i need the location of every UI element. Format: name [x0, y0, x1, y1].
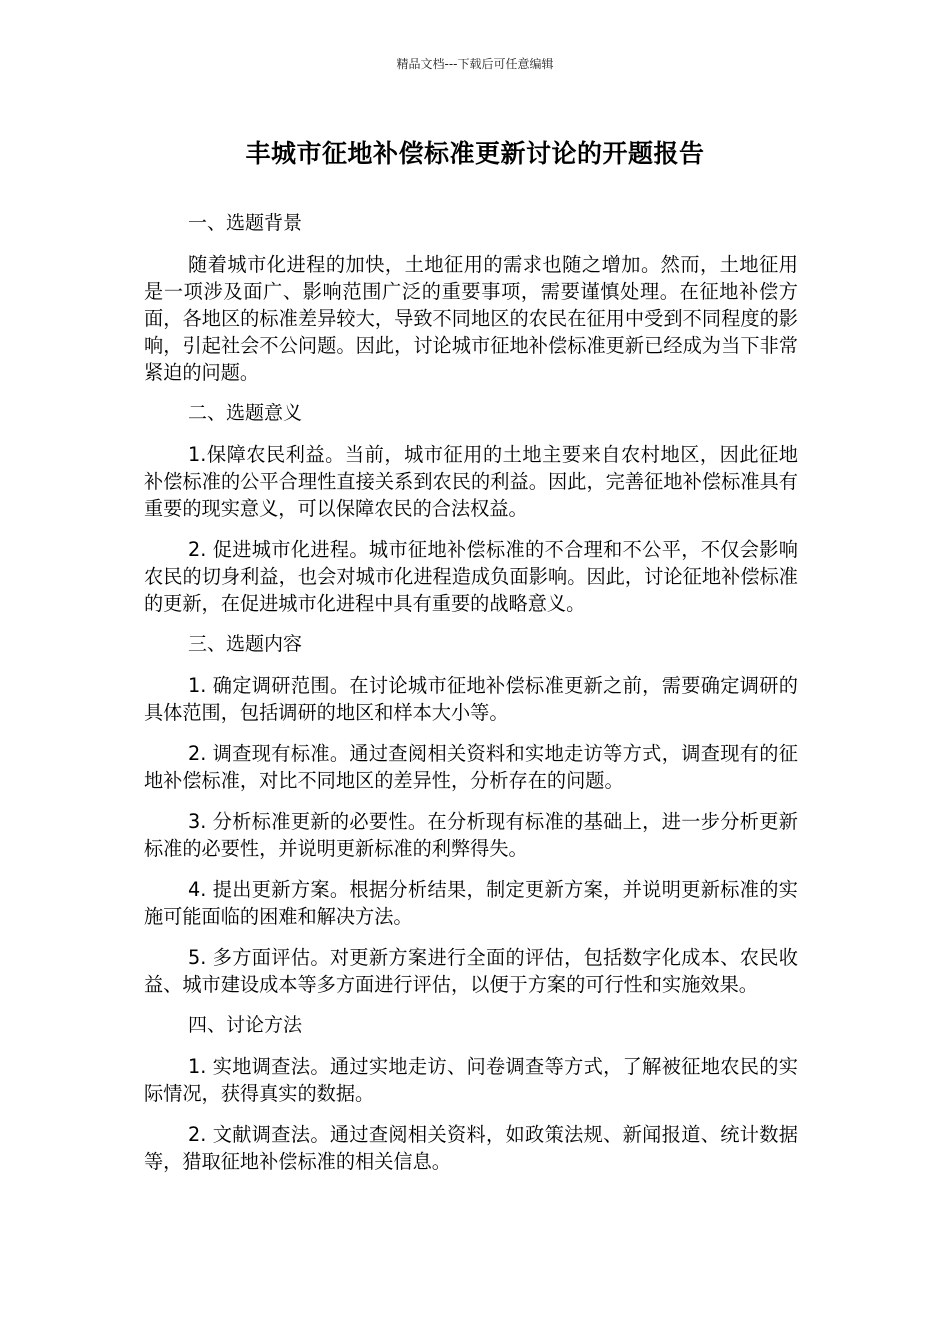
paragraph: 2. 文献调查法。通过查阅相关资料，如政策法规、新闻报道、统计数据等，猎取征地补偿标准的相关信息。 [144, 1123, 798, 1173]
paragraph: 1. 实地调查法。通过实地走访、问卷调查等方式，了解被征地农民的实际情况，获得真实的数据。 [144, 1055, 798, 1105]
document-title: 丰城市征地补偿标准更新讨论的开题报告 [245, 139, 705, 168]
section-heading: 三、选题内容 [188, 633, 303, 655]
paragraph: 3. 分析标准更新的必要性。在分析现有标准的基础上，进一步分析更新标准的必要性，并说明更新标准的利弊得失。 [144, 810, 798, 860]
paragraph: 5. 多方面评估。对更新方案进行全面的评估，包括数字化成本、农民收益、城市建设成本等多方面进行评估，以便于方案的可行性和实施效果。 [144, 946, 798, 996]
section-heading: 四、讨论方法 [188, 1014, 303, 1036]
paragraph: 2. 促进城市化进程。城市征地补偿标准的不合理和不公平，不仅会影响农民的切身利益，也会对城市化进程造成负面影响。因此，讨论征地补偿标准的更新，在促进城市化进程中具有重要的战略意义。 [144, 538, 798, 615]
section-significance [144, 400, 798, 617]
paragraph: 1. 确定调研范围。在讨论城市征地补偿标准更新之前，需要确定调研的具体范围，包括调研的地区和样本大小等。 [144, 674, 798, 724]
section-methods [144, 1012, 798, 1175]
paragraph: 随着城市化进程的加快，土地征用的需求也随之增加。然而，土地征用是一项涉及面广、影响范围广泛的重要事项，需要谨慎处理。在征地补偿方面，各地区的标准差异较大，导致不同地区的农民在征用中受到不同程度的影响，引起社会不公问题。因此，讨论城市征地补偿标准更新已经成为当下非常紧迫的问题。 [144, 253, 798, 384]
document-body [144, 210, 798, 1189]
section-background [144, 210, 798, 386]
paragraph: 2. 调查现有标准。通过查阅相关资料和实地走访等方式，调查现有的征地补偿标准，对比不同地区的差异性，分析存在的问题。 [144, 742, 798, 792]
section-content [144, 631, 798, 998]
paragraph: 4. 提出更新方案。根据分析结果，制定更新方案，并说明更新标准的实施可能面临的困难和解决方法。 [144, 878, 798, 928]
page-header: 精品文档---下载后可任意编辑 [396, 57, 554, 71]
section-heading: 二、选题意义 [188, 402, 303, 424]
paragraph: 1.保障农民利益。当前，城市征用的土地主要来自农村地区，因此征地补偿标准的公平合理性直接关系到农民的利益。因此，完善征地补偿标准具有重要的现实意义，可以保障农民的合法权益。 [144, 443, 798, 520]
section-heading: 一、选题背景 [188, 212, 303, 234]
